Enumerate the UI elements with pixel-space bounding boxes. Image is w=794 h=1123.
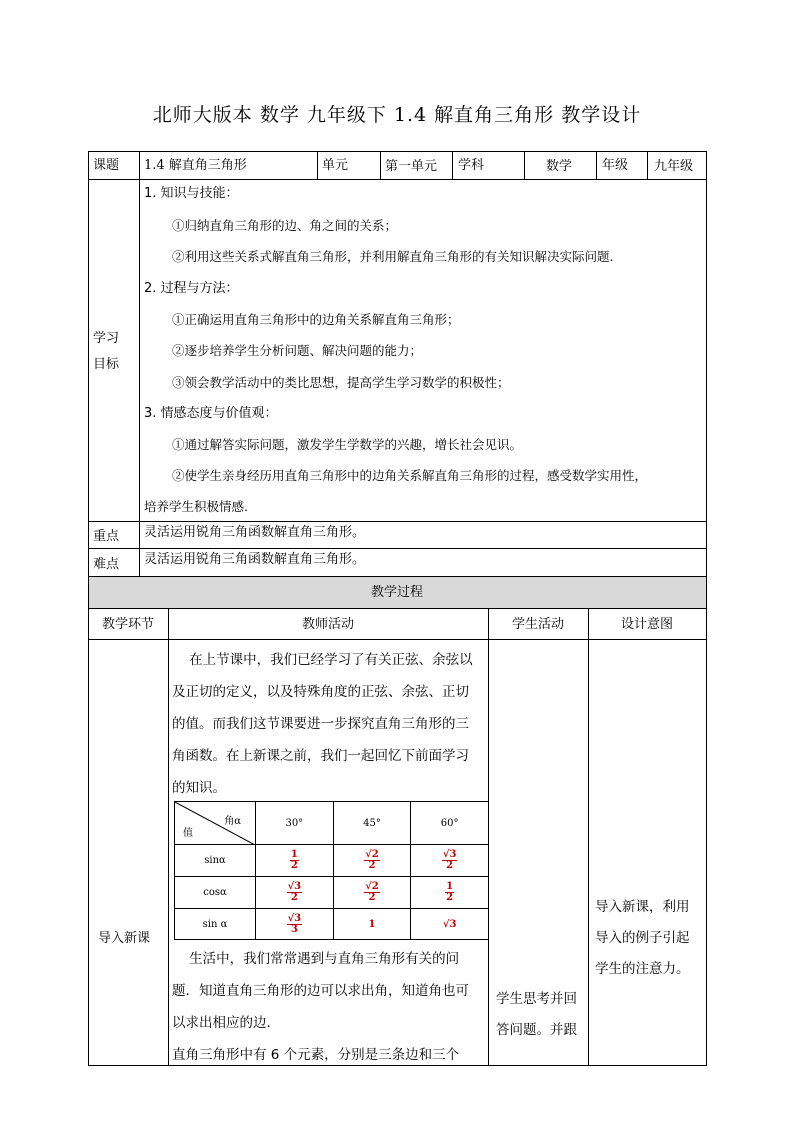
stage-label: 导入新课	[98, 931, 151, 946]
objective-line: ②利用这些关系式解直角三角形，并利用解直角三角形的有关知识解决实际问题.	[172, 249, 614, 264]
objective-line: ②使学生亲身经历用直角三角形中的边角关系解直角三角形的过程，感受数学实用性，	[172, 468, 648, 483]
grade-value: 九年级	[654, 159, 694, 174]
value-cell: $\frac{1}{2}$	[256, 845, 334, 877]
col-teacher-header: 教师活动	[301, 617, 354, 632]
row-name: sin α	[175, 909, 256, 940]
teacher-line: 以求出相应的边．	[172, 1015, 280, 1031]
key-point-value: 灵活运用锐角三角函数解直角三角形。	[144, 525, 366, 540]
col-intent-header: 设计意图	[620, 617, 673, 632]
teacher-line: 题．知道直角三角形的边可以求出角，知道角也可	[172, 983, 469, 999]
value-cell: 1	[333, 909, 411, 940]
angle-header: 45°	[333, 802, 411, 845]
subject-value: 数学	[546, 159, 573, 174]
objectives-label-2: 目标	[93, 357, 120, 372]
difficulty-label: 难点	[93, 557, 120, 572]
subject-label: 学科	[458, 158, 485, 173]
teacher-line: 生活中，我们常常遇到与直角三角形有关的问	[172, 951, 460, 967]
objective-line: ①通过解答实际问题，激发学生学数学的兴趣，增长社会见识。	[172, 437, 523, 452]
value-cell: $\frac{√3}{2}$	[411, 845, 489, 877]
document-title: 北师大版本 数学 九年级下 1.4 解直角三角形 教学设计	[152, 104, 642, 126]
objective-line: 培养学生积极情感.	[144, 499, 248, 514]
teacher-line: 角函数。在上新课之前，我们一起回忆下前面学习	[172, 748, 469, 764]
objective-line: ②逐步培养学生分析问题、解决问题的能力；	[172, 343, 423, 358]
unit-label: 单元	[322, 158, 349, 173]
value-cell: √3	[411, 909, 489, 940]
teacher-line: 直角三角形中有 6 个元素，分别是三条边和三个	[172, 1047, 460, 1063]
teacher-line: 及正切的定义，以及特殊角度的正弦、余弦、正切	[172, 684, 469, 700]
value-cell: $\frac{√2}{2}$	[333, 877, 411, 909]
student-line: 答问题。并跟	[496, 1022, 577, 1038]
row-name: cosα	[175, 877, 256, 909]
teacher-line: 在上节课中，我们已经学习了有关正弦、余弦以	[172, 652, 473, 668]
objectives-label-1: 学习	[93, 331, 120, 346]
corner-top: 角α	[224, 816, 241, 827]
trig-values-table	[174, 801, 489, 940]
teacher-activity-intro	[172, 644, 486, 804]
student-line: 学生思考并回	[496, 991, 577, 1007]
corner-bottom: 值	[183, 828, 193, 839]
objective-line: ①正确运用直角三角形中的边角关系解直角三角形；	[172, 312, 460, 327]
teacher-line: 的知识。	[172, 780, 226, 796]
col-student-header: 学生活动	[511, 617, 564, 632]
value-cell: $\frac{√3}{3}$	[256, 909, 334, 940]
value-cell: $\frac{√3}{2}$	[256, 877, 334, 909]
angle-header: 30°	[256, 802, 334, 845]
grade-label: 年级	[602, 158, 629, 173]
corner-cell	[175, 802, 256, 845]
key-point-label: 重点	[93, 529, 120, 544]
difficulty-value: 灵活运用锐角三角函数解直角三角形。	[144, 552, 366, 567]
objective-line: 3. 情感态度与价值观：	[144, 406, 278, 421]
objective-line: 1. 知识与技能：	[144, 186, 239, 201]
intent-line: 导入新课，利用	[595, 899, 690, 915]
intent-line: 学生的注意力。	[595, 961, 690, 977]
topic-value: 1.4 解直角三角形	[144, 158, 247, 173]
teacher-line: 的值。而我们这节课要进一步探究直角三角形的三	[172, 716, 469, 732]
objective-line: ①归纳直角三角形的边、角之间的关系；	[172, 218, 398, 233]
value-cell: $\frac{1}{2}$	[411, 877, 489, 909]
value-cell: $\frac{√2}{2}$	[333, 845, 411, 877]
objective-line: 2. 过程与方法：	[144, 281, 239, 296]
topic-label: 课题	[93, 158, 120, 173]
teacher-activity-continued	[172, 943, 486, 1071]
col-stage-header: 教学环节	[101, 617, 154, 632]
intent-line: 导入的例子引起	[595, 930, 690, 946]
angle-header: 60°	[411, 802, 489, 845]
row-name: sinα	[175, 845, 256, 877]
objective-line: ③领会教学活动中的类比思想，提高学生学习数学的积极性；	[172, 375, 510, 390]
process-heading: 教学过程	[370, 585, 423, 600]
unit-value: 第一单元	[385, 159, 438, 174]
